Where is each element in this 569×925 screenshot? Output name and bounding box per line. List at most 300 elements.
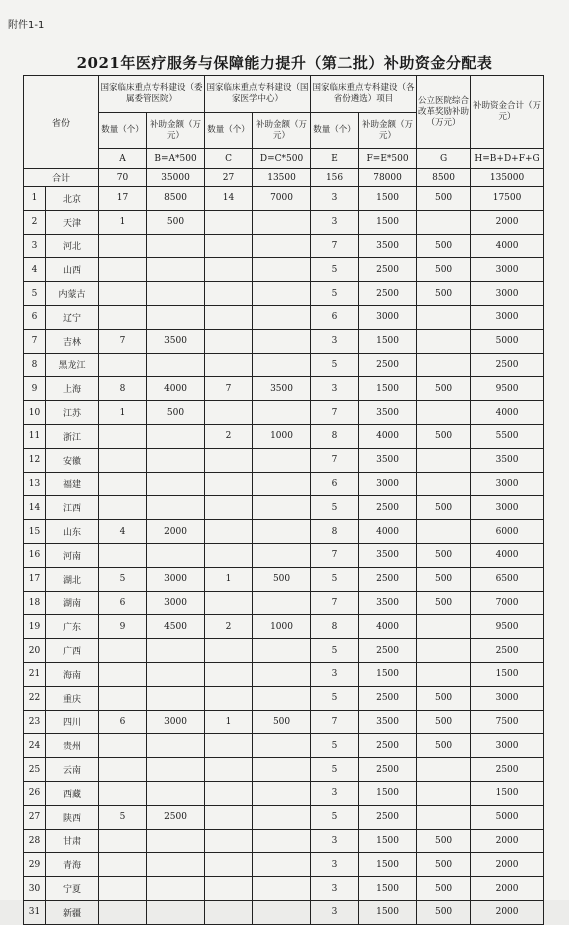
header-amt-d: 补助金额（万元）: [253, 113, 311, 149]
amount-d: [253, 591, 311, 615]
qty-e: 3: [311, 877, 359, 901]
reform-award: [417, 520, 471, 544]
row-index: 11: [24, 424, 46, 448]
amount-f: 1500: [359, 210, 417, 234]
table-row: [24, 591, 544, 615]
amount-b: [147, 686, 205, 710]
total-cell: 135000: [471, 169, 544, 187]
row-index: 19: [24, 615, 46, 639]
amount-b: 3000: [147, 567, 205, 591]
qty-e: 8: [311, 520, 359, 544]
reform-award: 500: [417, 900, 471, 924]
amount-d: [253, 401, 311, 425]
total-cell: 27: [205, 169, 253, 187]
table-row: [24, 401, 544, 425]
amount-b: [147, 662, 205, 686]
table-row: [24, 805, 544, 829]
reform-award: 500: [417, 424, 471, 448]
qty-a: [99, 758, 147, 782]
table-row: [24, 520, 544, 544]
province-name: 江西: [46, 496, 99, 520]
amount-f: 3000: [359, 305, 417, 329]
province-name: 甘肃: [46, 829, 99, 853]
amount-d: [253, 329, 311, 353]
amount-b: [147, 305, 205, 329]
amount-d: [253, 877, 311, 901]
reform-award: [417, 758, 471, 782]
table-row: [24, 781, 544, 805]
qty-c: [205, 210, 253, 234]
row-index: 8: [24, 353, 46, 377]
qty-e: 3: [311, 781, 359, 805]
table-row: [24, 234, 544, 258]
qty-e: 3: [311, 329, 359, 353]
amount-f: 1500: [359, 781, 417, 805]
attachment-label: 附件1-1: [8, 20, 45, 31]
province-name: 内蒙古: [46, 282, 99, 306]
qty-a: 1: [99, 210, 147, 234]
reform-award: [417, 639, 471, 663]
qty-c: 1: [205, 710, 253, 734]
qty-e: 5: [311, 805, 359, 829]
total-label: 合计: [24, 169, 99, 187]
reform-award: [417, 662, 471, 686]
code-b: B=A*500: [147, 149, 205, 169]
reform-award: 500: [417, 686, 471, 710]
total-cell: 13500: [253, 169, 311, 187]
amount-f: 2500: [359, 353, 417, 377]
total-cell: 70: [99, 169, 147, 187]
amount-b: [147, 734, 205, 758]
row-index: 15: [24, 520, 46, 544]
qty-a: [99, 853, 147, 877]
table-row: [24, 305, 544, 329]
amount-b: [147, 353, 205, 377]
qty-c: [205, 853, 253, 877]
header-reform-award: 公立医院综合改革奖励补助（万元）: [417, 76, 471, 149]
qty-a: 1: [99, 401, 147, 425]
amount-d: [253, 305, 311, 329]
amount-b: [147, 758, 205, 782]
qty-e: 5: [311, 567, 359, 591]
table-row: [24, 377, 544, 401]
qty-e: 5: [311, 639, 359, 663]
qty-a: [99, 781, 147, 805]
amount-d: [253, 900, 311, 924]
total-row: [24, 169, 544, 187]
qty-c: [205, 781, 253, 805]
row-index: 16: [24, 543, 46, 567]
row-total: 5000: [471, 329, 544, 353]
code-g: G: [417, 149, 471, 169]
row-index: 24: [24, 734, 46, 758]
row-index: 13: [24, 472, 46, 496]
amount-f: 3500: [359, 401, 417, 425]
qty-a: 17: [99, 187, 147, 211]
qty-a: [99, 829, 147, 853]
table-row: [24, 662, 544, 686]
qty-c: [205, 543, 253, 567]
row-total: 1500: [471, 781, 544, 805]
amount-d: 500: [253, 567, 311, 591]
province-name: 广西: [46, 639, 99, 663]
qty-a: 8: [99, 377, 147, 401]
amount-d: [253, 805, 311, 829]
qty-e: 3: [311, 210, 359, 234]
amount-d: [253, 353, 311, 377]
qty-a: [99, 472, 147, 496]
amount-d: [253, 472, 311, 496]
qty-c: [205, 496, 253, 520]
row-total: 2500: [471, 639, 544, 663]
table-row: [24, 615, 544, 639]
row-index: 25: [24, 758, 46, 782]
table-row: [24, 758, 544, 782]
row-total: 4000: [471, 401, 544, 425]
row-index: 18: [24, 591, 46, 615]
row-index: 23: [24, 710, 46, 734]
table-row: [24, 353, 544, 377]
table-row: [24, 877, 544, 901]
amount-d: [253, 258, 311, 282]
table-row: [24, 686, 544, 710]
qty-e: 5: [311, 758, 359, 782]
row-index: 12: [24, 448, 46, 472]
qty-e: 7: [311, 591, 359, 615]
amount-b: 3000: [147, 591, 205, 615]
amount-f: 2500: [359, 258, 417, 282]
province-name: 北京: [46, 187, 99, 211]
amount-f: 1500: [359, 187, 417, 211]
row-total: 3000: [471, 258, 544, 282]
reform-award: 500: [417, 710, 471, 734]
row-index: 10: [24, 401, 46, 425]
qty-e: 5: [311, 353, 359, 377]
amount-b: [147, 282, 205, 306]
qty-e: 5: [311, 734, 359, 758]
amount-f: 3000: [359, 472, 417, 496]
qty-c: [205, 758, 253, 782]
total-cell: 78000: [359, 169, 417, 187]
amount-f: 1500: [359, 900, 417, 924]
qty-a: [99, 305, 147, 329]
amount-d: [253, 543, 311, 567]
amount-b: [147, 853, 205, 877]
amount-f: 1500: [359, 853, 417, 877]
amount-b: [147, 424, 205, 448]
row-index: 5: [24, 282, 46, 306]
header-qty-c: 数量（个）: [205, 113, 253, 149]
qty-e: 3: [311, 187, 359, 211]
code-e: E: [311, 149, 359, 169]
province-name: 新疆: [46, 900, 99, 924]
qty-a: [99, 543, 147, 567]
reform-award: 500: [417, 258, 471, 282]
qty-c: [205, 877, 253, 901]
qty-a: [99, 639, 147, 663]
qty-e: 6: [311, 305, 359, 329]
amount-b: [147, 234, 205, 258]
province-name: 山西: [46, 258, 99, 282]
province-name: 湖北: [46, 567, 99, 591]
qty-a: 6: [99, 591, 147, 615]
row-index: 3: [24, 234, 46, 258]
amount-f: 1500: [359, 877, 417, 901]
amount-b: 500: [147, 401, 205, 425]
qty-a: [99, 734, 147, 758]
code-h: H=B+D+F+G: [471, 149, 544, 169]
row-total: 5000: [471, 805, 544, 829]
qty-e: 3: [311, 829, 359, 853]
row-index: 20: [24, 639, 46, 663]
row-index: 26: [24, 781, 46, 805]
row-index: 1: [24, 187, 46, 211]
amount-b: 4000: [147, 377, 205, 401]
qty-c: [205, 353, 253, 377]
amount-f: 4000: [359, 520, 417, 544]
qty-e: 5: [311, 496, 359, 520]
qty-a: 5: [99, 567, 147, 591]
amount-d: [253, 282, 311, 306]
province-name: 福建: [46, 472, 99, 496]
row-total: 3000: [471, 496, 544, 520]
amount-f: 2500: [359, 758, 417, 782]
amount-d: [253, 520, 311, 544]
qty-e: 8: [311, 424, 359, 448]
amount-f: 4000: [359, 424, 417, 448]
header-qty-e: 数量（个）: [311, 113, 359, 149]
province-name: 重庆: [46, 686, 99, 710]
province-name: 青海: [46, 853, 99, 877]
amount-f: 3500: [359, 234, 417, 258]
row-index: 22: [24, 686, 46, 710]
header-amt-b: 补助金额（万元）: [147, 113, 205, 149]
header-group-c: 国家临床重点专科建设（国家医学中心）: [205, 76, 311, 113]
reform-award: 500: [417, 187, 471, 211]
province-name: 江苏: [46, 401, 99, 425]
qty-e: 7: [311, 401, 359, 425]
table-row: [24, 900, 544, 924]
amount-b: [147, 639, 205, 663]
amount-b: [147, 448, 205, 472]
qty-e: 3: [311, 900, 359, 924]
table-row: [24, 210, 544, 234]
row-index: 27: [24, 805, 46, 829]
reform-award: 500: [417, 543, 471, 567]
table-row: [24, 496, 544, 520]
qty-c: [205, 686, 253, 710]
qty-a: [99, 662, 147, 686]
qty-e: 6: [311, 472, 359, 496]
table-row: [24, 734, 544, 758]
qty-a: [99, 282, 147, 306]
qty-e: 7: [311, 448, 359, 472]
amount-d: [253, 781, 311, 805]
qty-e: 7: [311, 234, 359, 258]
allocation-table: [23, 75, 544, 925]
amount-f: 3500: [359, 543, 417, 567]
amount-b: [147, 829, 205, 853]
reform-award: 500: [417, 829, 471, 853]
qty-c: [205, 900, 253, 924]
table-row: [24, 639, 544, 663]
qty-e: 3: [311, 377, 359, 401]
reform-award: [417, 305, 471, 329]
reform-award: [417, 805, 471, 829]
table-row: [24, 853, 544, 877]
reform-award: [417, 210, 471, 234]
reform-award: [417, 781, 471, 805]
reform-award: 500: [417, 591, 471, 615]
amount-d: 1000: [253, 615, 311, 639]
amount-b: 3500: [147, 329, 205, 353]
row-total: 3000: [471, 734, 544, 758]
header-group-e: 国家临床重点专科建设（各省份遴选）项目: [311, 76, 417, 113]
reform-award: [417, 353, 471, 377]
qty-c: [205, 591, 253, 615]
row-index: 31: [24, 900, 46, 924]
table-row: [24, 829, 544, 853]
qty-a: [99, 877, 147, 901]
reform-award: 500: [417, 877, 471, 901]
row-total: 7500: [471, 710, 544, 734]
code-c: C: [205, 149, 253, 169]
row-index: 29: [24, 853, 46, 877]
amount-f: 2500: [359, 567, 417, 591]
qty-c: [205, 305, 253, 329]
amount-f: 2500: [359, 639, 417, 663]
qty-a: [99, 900, 147, 924]
qty-c: 7: [205, 377, 253, 401]
amount-b: 2500: [147, 805, 205, 829]
amount-f: 1500: [359, 329, 417, 353]
amount-b: 8500: [147, 187, 205, 211]
qty-c: [205, 282, 253, 306]
row-total: 2000: [471, 853, 544, 877]
qty-a: [99, 234, 147, 258]
row-index: 4: [24, 258, 46, 282]
amount-f: 2500: [359, 282, 417, 306]
table-row: [24, 472, 544, 496]
qty-e: 8: [311, 615, 359, 639]
row-total: 2000: [471, 877, 544, 901]
amount-f: 4000: [359, 615, 417, 639]
qty-c: [205, 258, 253, 282]
qty-c: [205, 734, 253, 758]
table-row: [24, 187, 544, 211]
province-name: 陕西: [46, 805, 99, 829]
amount-d: [253, 448, 311, 472]
reform-award: [417, 448, 471, 472]
amount-b: [147, 472, 205, 496]
amount-b: [147, 543, 205, 567]
amount-b: [147, 496, 205, 520]
province-name: 辽宁: [46, 305, 99, 329]
qty-a: [99, 258, 147, 282]
row-total: 2000: [471, 829, 544, 853]
code-a: A: [99, 149, 147, 169]
reform-award: [417, 329, 471, 353]
row-total: 2500: [471, 353, 544, 377]
amount-d: [253, 853, 311, 877]
province-name: 广东: [46, 615, 99, 639]
row-index: 6: [24, 305, 46, 329]
reform-award: 500: [417, 567, 471, 591]
qty-c: [205, 329, 253, 353]
row-total: 7000: [471, 591, 544, 615]
row-total: 1500: [471, 662, 544, 686]
total-cell: 156: [311, 169, 359, 187]
row-total: 2500: [471, 758, 544, 782]
amount-d: 3500: [253, 377, 311, 401]
amount-b: 500: [147, 210, 205, 234]
reform-award: 500: [417, 853, 471, 877]
qty-a: 5: [99, 805, 147, 829]
province-name: 云南: [46, 758, 99, 782]
total-cell: 35000: [147, 169, 205, 187]
province-name: 河南: [46, 543, 99, 567]
reform-award: 500: [417, 734, 471, 758]
row-index: 17: [24, 567, 46, 591]
qty-c: [205, 520, 253, 544]
row-total: 6000: [471, 520, 544, 544]
province-name: 安徽: [46, 448, 99, 472]
qty-a: [99, 496, 147, 520]
row-total: 9500: [471, 615, 544, 639]
row-index: 2: [24, 210, 46, 234]
amount-d: [253, 210, 311, 234]
reform-award: 500: [417, 377, 471, 401]
table-row: [24, 329, 544, 353]
qty-c: 1: [205, 567, 253, 591]
province-name: 贵州: [46, 734, 99, 758]
province-name: 河北: [46, 234, 99, 258]
qty-a: 6: [99, 710, 147, 734]
row-total: 3000: [471, 472, 544, 496]
table-row: [24, 424, 544, 448]
amount-d: 7000: [253, 187, 311, 211]
amount-d: 1000: [253, 424, 311, 448]
row-total: 3000: [471, 305, 544, 329]
reform-award: [417, 401, 471, 425]
row-total: 5500: [471, 424, 544, 448]
row-total: 2000: [471, 900, 544, 924]
amount-f: 3500: [359, 591, 417, 615]
qty-a: 4: [99, 520, 147, 544]
qty-e: 3: [311, 853, 359, 877]
qty-a: [99, 353, 147, 377]
document-title: 2021年医疗服务与保障能力提升（第二批）补助资金分配表: [76, 54, 493, 72]
reform-award: 500: [417, 282, 471, 306]
amount-b: 3000: [147, 710, 205, 734]
amount-b: [147, 258, 205, 282]
qty-e: 7: [311, 543, 359, 567]
qty-a: [99, 448, 147, 472]
province-name: 西藏: [46, 781, 99, 805]
amount-d: [253, 734, 311, 758]
amount-f: 2500: [359, 805, 417, 829]
qty-e: 5: [311, 258, 359, 282]
reform-award: 500: [417, 234, 471, 258]
province-name: 宁夏: [46, 877, 99, 901]
province-name: 海南: [46, 662, 99, 686]
qty-e: 5: [311, 686, 359, 710]
amount-f: 3500: [359, 710, 417, 734]
province-name: 天津: [46, 210, 99, 234]
amount-f: 1500: [359, 377, 417, 401]
amount-b: 2000: [147, 520, 205, 544]
qty-c: 2: [205, 615, 253, 639]
